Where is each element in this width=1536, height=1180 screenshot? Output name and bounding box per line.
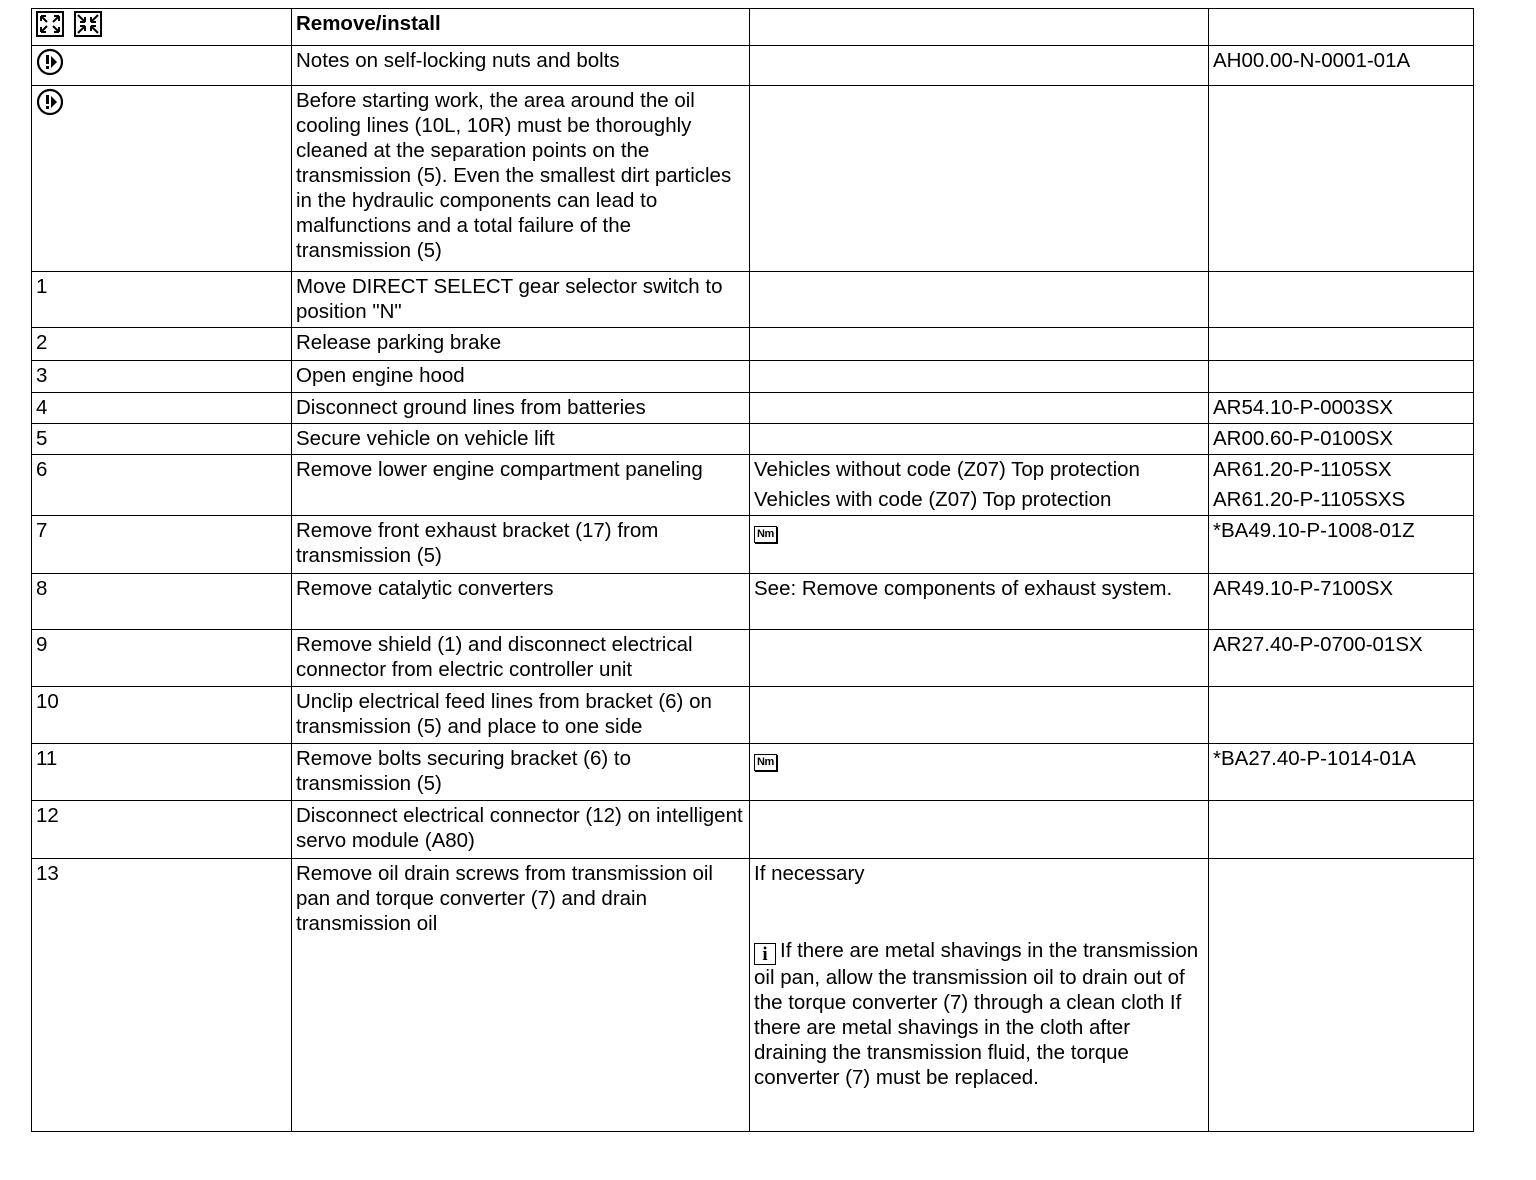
- table-row: [32, 801, 1474, 859]
- step-note: If necessary: [754, 862, 865, 885]
- step-number: 3: [32, 361, 292, 393]
- step-text: Secure vehicle on vehicle lift: [292, 424, 750, 455]
- document-reference-link[interactable]: *BA49.10-P-1008-01Z: [1209, 516, 1474, 574]
- step-number: 11: [32, 744, 292, 801]
- step-note-cell: [750, 630, 1209, 687]
- table-row: [32, 574, 1474, 630]
- note-empty-cell: [750, 46, 1209, 86]
- step-number: 7: [32, 516, 292, 574]
- step-text: Release parking brake: [292, 328, 750, 361]
- step-number: 2: [32, 328, 292, 361]
- notice-icon: [36, 48, 64, 82]
- step-text: Disconnect ground lines from batteries: [292, 393, 750, 424]
- step-number: 10: [32, 687, 292, 744]
- step-text: Disconnect electrical connector (12) on intelligent servo module (A80): [292, 801, 750, 859]
- step-ref-cell: [1209, 859, 1474, 1132]
- table-row: [32, 744, 1474, 801]
- document-reference-link[interactable]: AR49.10-P-7100SX: [1209, 574, 1474, 630]
- collapse-all-icon[interactable]: [74, 11, 102, 43]
- note-text: Notes on self-locking nuts and bolts: [292, 46, 750, 86]
- table-row: [32, 272, 1474, 328]
- step-note-cell: [750, 424, 1209, 455]
- step-text: Remove oil drain screws from transmission oil pan and torque converter (7) and drain transmission oil: [292, 859, 750, 1132]
- step-note-cell: [750, 328, 1209, 361]
- notice-icon: [36, 88, 64, 122]
- info-note-text: If there are metal shavings in the transmission oil pan, allow the transmission oil to drain out of the torque converter (7) through a clean cloth If there are metal shavings in the cloth after draining the transmission fluid, the torque converter (7) must be replaced.: [754, 939, 1199, 1089]
- step-ref-cell: [1209, 272, 1474, 328]
- note-row: [32, 86, 1474, 272]
- page-title: Remove/install: [292, 9, 750, 46]
- header-empty-cell: [750, 9, 1209, 46]
- expand-all-icon[interactable]: [36, 11, 64, 43]
- step-ref-cell: [1209, 687, 1474, 744]
- table-row: [32, 424, 1474, 455]
- document-reference-link[interactable]: AR54.10-P-0003SX: [1209, 393, 1474, 424]
- step-note: Vehicles with code (Z07) Top protection: [754, 488, 1112, 511]
- step-number: 13: [32, 859, 292, 1132]
- info-icon: i: [754, 943, 776, 965]
- step-number: 6: [32, 455, 292, 516]
- step-ref-cell: [1209, 455, 1474, 516]
- procedure-table: [31, 8, 1474, 1132]
- step-number: 5: [32, 424, 292, 455]
- step-note-cell: [750, 393, 1209, 424]
- step-note-cell: [750, 272, 1209, 328]
- document-reference-link[interactable]: AH00.00-N-0001-01A: [1209, 46, 1474, 86]
- step-note-cell: [750, 516, 1209, 574]
- step-note-cell: [750, 455, 1209, 516]
- step-text: Open engine hood: [292, 361, 750, 393]
- document-reference-link[interactable]: AR61.20-P-1105SX: [1213, 458, 1392, 481]
- step-note-cell: [750, 687, 1209, 744]
- note-row: [32, 46, 1474, 86]
- document-reference-link[interactable]: AR00.60-P-0100SX: [1209, 424, 1474, 455]
- table-row: [32, 516, 1474, 574]
- step-note-cell: [750, 744, 1209, 801]
- step-text: Remove bolts securing bracket (6) to transmission (5): [292, 744, 750, 801]
- step-note: Vehicles without code (Z07) Top protection: [754, 458, 1140, 481]
- table-row: [32, 393, 1474, 424]
- step-ref-cell: [1209, 801, 1474, 859]
- step-note-cell: [750, 859, 1209, 1132]
- step-number: 1: [32, 272, 292, 328]
- table-row: [32, 630, 1474, 687]
- table-row: [32, 687, 1474, 744]
- step-number: 4: [32, 393, 292, 424]
- step-ref-cell: [1209, 361, 1474, 393]
- header-row: [32, 9, 1474, 46]
- step-note-cell: [750, 801, 1209, 859]
- document-reference-link[interactable]: AR61.20-P-1105SXS: [1213, 488, 1406, 511]
- step-text: Move DIRECT SELECT gear selector switch to position "N": [292, 272, 750, 328]
- step-text: Remove shield (1) and disconnect electrical connector from electric controller unit: [292, 630, 750, 687]
- document-reference-link[interactable]: AR27.40-P-0700-01SX: [1209, 630, 1474, 687]
- note-empty-cell: [1209, 86, 1474, 272]
- step-number: 12: [32, 801, 292, 859]
- step-text: Remove catalytic converters: [292, 574, 750, 630]
- table-row: [32, 455, 1474, 516]
- step-text: Remove lower engine compartment paneling: [292, 455, 750, 516]
- note-empty-cell: [750, 86, 1209, 272]
- note-spacer: [754, 886, 1204, 938]
- step-ref-cell: [1209, 328, 1474, 361]
- table-row: [32, 859, 1474, 1132]
- torque-nm-icon[interactable]: Nm: [754, 526, 777, 543]
- document-reference-link[interactable]: *BA27.40-P-1014-01A: [1209, 744, 1474, 801]
- step-note: See: Remove components of exhaust system.: [750, 574, 1209, 630]
- step-number: 8: [32, 574, 292, 630]
- header-empty-cell: [1209, 9, 1474, 46]
- step-text: Unclip electrical feed lines from bracket (6) on transmission (5) and place to one side: [292, 687, 750, 744]
- note-icon-cell: [32, 46, 292, 86]
- header-icons-cell: [32, 9, 292, 46]
- note-text: Before starting work, the area around the oil cooling lines (10L, 10R) must be thoroughly cleaned at the separation points on the transmission (5). Even the smallest dirt particles in the hydraulic components can lead to malfunctions and a total failure of the transmission (5): [292, 86, 750, 272]
- step-text: Remove front exhaust bracket (17) from transmission (5): [292, 516, 750, 574]
- torque-nm-icon[interactable]: Nm: [754, 754, 777, 771]
- table-row: [32, 361, 1474, 393]
- step-note-cell: [750, 361, 1209, 393]
- note-icon-cell: [32, 86, 292, 272]
- table-row: [32, 328, 1474, 361]
- step-number: 9: [32, 630, 292, 687]
